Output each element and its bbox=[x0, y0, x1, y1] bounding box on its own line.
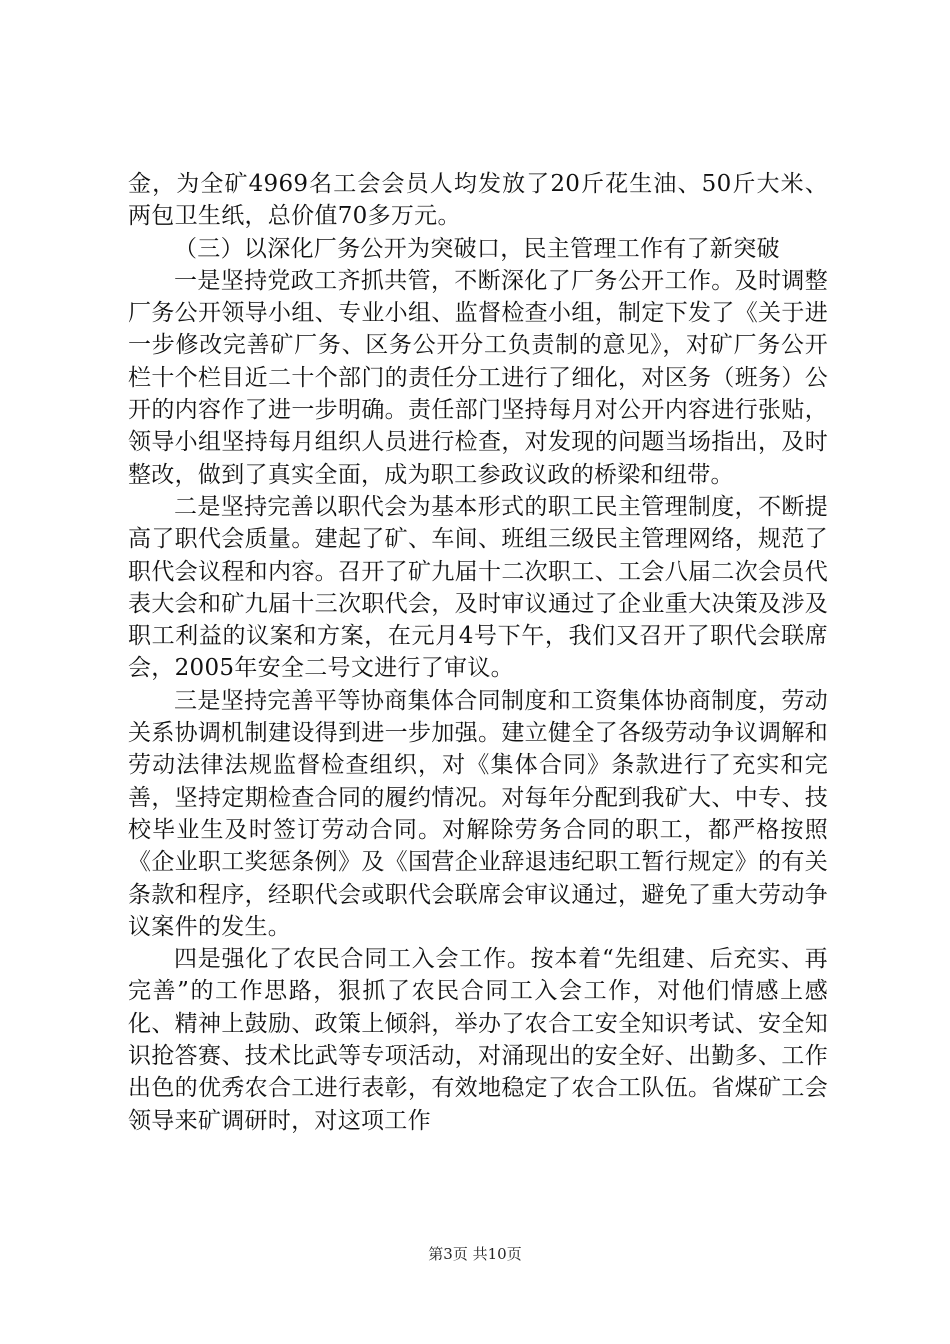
paragraph-continuation: 金，为全矿4969名工会会员人均发放了20斤花生油、50斤大米、两包卫生纸，总价值70多万元。 bbox=[128, 171, 828, 230]
paragraph-collective-contract: 三是坚持完善平等协商集体合同制度和工资集体协商制度，劳动关系协调机制建设得到进一步加强。建立健全了各级劳动争议调解和劳动法律法规监督检查组织，对《集体合同》条款进行了充实和完善，坚持定期检查合同的履约情况。对每年分配到我矿大、中专、技校毕业生及时签订劳动合同。对解除劳务合同的职工，都严格按照《企业职工奖惩条例》及《国营企业辞退违纪职工暂行规定》的有关条款和程序，经职代会或职代会联席会审议通过，避免了重大劳动争议案件的发生。 bbox=[128, 687, 828, 940]
paragraph-factory-affairs: 一是坚持党政工齐抓共管，不断深化了厂务公开工作。及时调整厂务公开领导小组、专业小组、监督检查小组，制定下发了《关于进一步修改完善矿厂务、区务公开分工负责制的意见》，对矿厂务公开栏十个栏目近二十个部门的责任分工进行了细化，对区务（班务）公开的内容作了进一步明确。责任部门坚持每月对公开内容进行张贴，领导小组坚持每月组织人员进行检查，对发现的问题当场指出，及时整改，做到了真实全面，成为职工参政议政的桥梁和纽带。 bbox=[128, 267, 828, 488]
page-number-label: 第3页 共10页 bbox=[428, 1245, 522, 1263]
document-body bbox=[128, 168, 828, 1137]
page-footer bbox=[0, 1244, 950, 1264]
paragraph-migrant-workers: 四是强化了农民合同工入会工作。按本着“先组建、后充实、再完善”的工作思路，狠抓了农民合同工入会工作，对他们情感上感化、精神上鼓励、政策上倾斜，举办了农合工安全知识考试、安全知识抢答赛、技术比武等专项活动，对涌现出的安全好、出勤多、工作出色的优秀农合工进行表彰，有效地稳定了农合工队伍。省煤矿工会领导来矿调研时，对这项工作 bbox=[128, 946, 828, 1134]
section-heading: （三）以深化厂务公开为突破口，民主管理工作有了新突破 bbox=[174, 235, 780, 262]
paragraph-workers-congress: 二是坚持完善以职代会为基本形式的职工民主管理制度，不断提高了职代会质量。建起了矿、车间、班组三级民主管理网络，规范了职代会议程和内容。召开了矿九届十二次职工、工会八届二次会员代表大会和矿九届十三次职代会，及时审议通过了企业重大决策及涉及职工利益的议案和方案，在元月4号下午，我们又召开了职代会联席会，2005年安全二号文进行了审议。 bbox=[128, 493, 828, 682]
